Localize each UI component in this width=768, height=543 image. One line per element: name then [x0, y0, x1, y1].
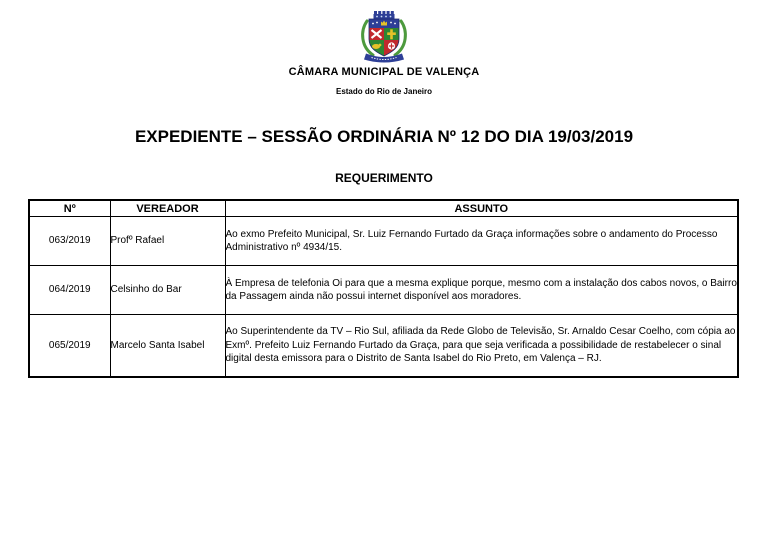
valenca-coat-of-arms-icon [357, 5, 411, 63]
col-header-vereador: VEREADOR [110, 200, 225, 217]
cell-numero: 063/2019 [29, 217, 110, 266]
table-header-row [29, 200, 738, 217]
cell-assunto: À Empresa de telefonia Oi para que a mesma explique porque, mesmo com a instalação dos cabos novos, o Bairro da Passagem ainda não possui internet disponível aos moradores. [225, 266, 738, 315]
table-row [29, 217, 738, 266]
cell-numero: 065/2019 [29, 315, 110, 378]
cell-vereador: Profº Rafael [110, 217, 225, 266]
page-subtitle: REQUERIMENTO [335, 171, 433, 185]
cell-vereador: Marcelo Santa Isabel [110, 315, 225, 378]
cell-assunto: Ao Superintendente da TV – Rio Sul, afiliada da Rede Globo de Televisão, Sr. Arnaldo Cesar Coelho, com cópia ao Exmº. Prefeito Luiz Fernando Furtado da Graça, para que seja verificada a possibilidade de restabelecer o sinal digital desta emissora para o Distrito de Santa Isabel do Rio Preto, em Valença – RJ. [225, 315, 738, 378]
cell-numero: 064/2019 [29, 266, 110, 315]
cell-assunto: Ao exmo Prefeito Municipal, Sr. Luiz Fernando Furtado da Graça informações sobre o andamento do Processo Administrativo nº 4934/15. [225, 217, 738, 266]
cell-vereador: Celsinho do Bar [110, 266, 225, 315]
table-row [29, 266, 738, 315]
org-state: Estado do Rio de Janeiro [335, 87, 432, 96]
table-row [29, 315, 738, 378]
page-title: EXPEDIENTE – SESSÃO ORDINÁRIA Nº 12 DO DIA 19/03/2019 [134, 127, 634, 146]
org-name: CÂMARA MUNICIPAL DE VALENÇA [288, 66, 480, 78]
col-header-assunto: ASSUNTO [225, 200, 738, 217]
col-header-numero: Nº [29, 200, 110, 217]
requerimento-table [28, 199, 739, 378]
